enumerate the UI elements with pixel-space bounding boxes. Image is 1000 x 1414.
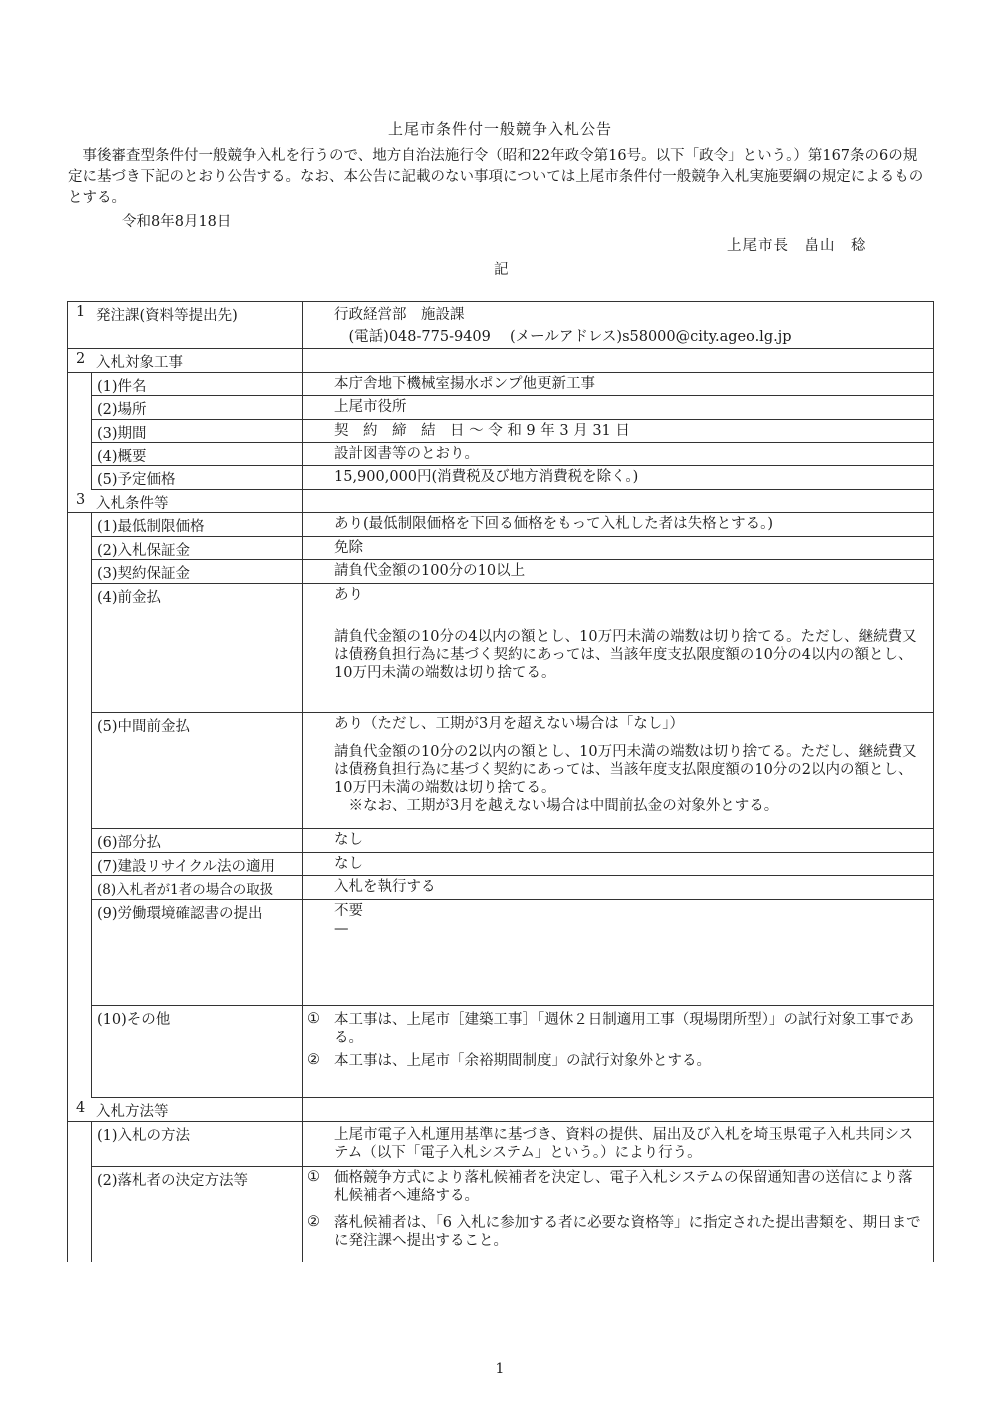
row-label: (9)労働環境確認書の提出 bbox=[97, 906, 263, 922]
partial-payment-value: なし bbox=[334, 832, 363, 848]
table-row bbox=[91, 466, 933, 490]
other-item-1: 本工事は、上尾市［建築工事］「週休２日制適用工事（現場閉所型）」の試行対象工事である。 bbox=[334, 1012, 914, 1046]
row-label: (1)最低制限価格 bbox=[97, 519, 205, 535]
section-label: 入札対象工事 bbox=[96, 355, 183, 371]
page-number: 1 bbox=[495, 1361, 505, 1377]
row-label: (4)概要 bbox=[97, 449, 147, 465]
section-label: 入札条件等 bbox=[96, 496, 169, 512]
row-label: (8)入札者が1者の場合の取扱 bbox=[97, 882, 274, 898]
contract-bond-value: 請負代金額の100分の10以上 bbox=[334, 563, 526, 579]
bid-method-value: 上尾市電子入札運用基準に基づき、資料の提供、届出及び入札を埼玉県電子入札共同システム（以下「電子入札システム」という。）により行う。 bbox=[334, 1127, 913, 1161]
table-row bbox=[91, 443, 933, 466]
row-label: (7)建設リサイクル法の適用 bbox=[97, 859, 276, 875]
section-2-row bbox=[68, 349, 933, 373]
recycling-law-value: なし bbox=[334, 856, 363, 872]
row-label: (5)予定価格 bbox=[97, 472, 176, 488]
row-label: (5)中間前金払 bbox=[97, 719, 191, 735]
row-label: (1)入札の方法 bbox=[97, 1128, 191, 1144]
interim-payment-note: ※なお、工期が3月を越えない場合は中間前払金の対象外とする。 bbox=[334, 798, 779, 814]
table-row bbox=[91, 900, 933, 1006]
item-marker: ② bbox=[307, 1214, 320, 1230]
table-row bbox=[91, 1167, 933, 1262]
award-item-2: 落札候補者は、「6 入札に参加する者に必要な資格等」に指定された提出書類を、期日までに発注課へ提出すること。 bbox=[334, 1215, 921, 1249]
section-number: 3 bbox=[76, 492, 86, 508]
advance-payment-value: あり bbox=[334, 587, 363, 603]
row-label: (6)部分払 bbox=[97, 835, 162, 851]
table-row bbox=[91, 420, 933, 443]
intro-paragraph: 事後審査型条件付一般競争入札を行うので、地方自治法施行令（昭和22年政令第16号。以下「政令」という。）第167条の6の規定に基づき下記のとおり公告する。なお、本公告に記載のない事項については上尾市条件付一般競争入札実施要綱の規定によるものとする。 bbox=[68, 148, 924, 206]
table-row bbox=[91, 537, 933, 560]
notice-title: 上尾市条件付一般競争入札公告 bbox=[387, 120, 612, 138]
notice-table bbox=[67, 301, 934, 1262]
table-row bbox=[91, 1006, 933, 1098]
table-row bbox=[91, 513, 933, 537]
award-item-1: 価格競争方式により落札候補者を決定し、電子入札システムの保留通知書の送信により落札候補者へ連絡する。 bbox=[334, 1170, 913, 1204]
section-number: 2 bbox=[76, 351, 86, 367]
interim-payment-detail: 請負代金額の10分の2以内の額とし、10万円未満の端数は切り捨てる。ただし、継続費又は債務負担行為に基づく契約にあっては、当該年度支払限度額の10分の2以内の額とし、10万円未満の端数は切り捨てる。 bbox=[334, 744, 917, 796]
single-bidder-value: 入札を執行する bbox=[334, 879, 436, 895]
notice-date: 令和8年8月18日 bbox=[122, 214, 232, 230]
mayor-signature: 上尾市長 畠山 稔 bbox=[727, 238, 867, 254]
row-label: (1)件名 bbox=[97, 379, 147, 395]
row-label: (10)その他 bbox=[97, 1012, 171, 1028]
ki-heading: 記 bbox=[494, 262, 509, 278]
row-label: (2)落札者の決定方法等 bbox=[97, 1173, 249, 1189]
project-location: 上尾市役所 bbox=[334, 399, 407, 415]
section-number: 4 bbox=[76, 1100, 86, 1116]
table-row bbox=[91, 584, 933, 713]
section-1-row bbox=[68, 302, 933, 349]
contact-info: (電話)048-775-9409 (メールアドレス)s58000@city.ageo.lg.jp bbox=[334, 329, 792, 345]
item-marker: ① bbox=[307, 1169, 320, 1185]
department-name: 行政経営部 施設課 bbox=[334, 307, 465, 323]
table-row bbox=[91, 713, 933, 829]
table-row bbox=[91, 396, 933, 420]
section-3-row bbox=[68, 490, 933, 513]
row-label: (2)場所 bbox=[97, 402, 147, 418]
section-number: 1 bbox=[76, 304, 86, 320]
item-marker: ① bbox=[307, 1011, 320, 1027]
table-row bbox=[91, 853, 933, 876]
row-label: (3)契約保証金 bbox=[97, 566, 191, 582]
table-row bbox=[91, 876, 933, 900]
other-item-2: 本工事は、上尾市「余裕期間制度」の試行対象外とする。 bbox=[334, 1053, 711, 1069]
table-row bbox=[91, 1122, 933, 1167]
estimated-price: 15,900,000円(消費税及び地方消費税を除く。) bbox=[334, 469, 639, 485]
table-row bbox=[91, 373, 933, 396]
row-label: (4)前金払 bbox=[97, 590, 162, 606]
row-label: (2)入札保証金 bbox=[97, 543, 191, 559]
project-period: 契 約 締 結 日 ～ 令 和 9 年 3 月 31 日 bbox=[334, 423, 630, 439]
labor-env-value: 不要 bbox=[334, 903, 363, 919]
advance-payment-detail: 請負代金額の10分の4以内の額とし、10万円未満の端数は切り捨てる。ただし、継続費又は債務負担行為に基づく契約にあっては、当該年度支払限度額の10分の4以内の額とし、10万円未満の端数は切り捨てる。 bbox=[334, 629, 917, 681]
bid-bond-value: 免除 bbox=[334, 540, 363, 556]
labor-env-dash: — bbox=[334, 921, 349, 937]
table-row bbox=[91, 560, 933, 584]
section-label: 入札方法等 bbox=[96, 1104, 169, 1120]
min-price-value: あり(最低制限価格を下回る価格をもって入札した者は失格とする。) bbox=[334, 516, 774, 532]
item-marker: ② bbox=[307, 1052, 320, 1068]
project-name: 本庁舎地下機械室揚水ポンプ他更新工事 bbox=[334, 376, 595, 392]
section-label: 発注課(資料等提出先) bbox=[96, 308, 238, 324]
row-label: (3)期間 bbox=[97, 426, 147, 442]
project-summary: 設計図書等のとおり。 bbox=[334, 446, 479, 462]
table-row bbox=[91, 829, 933, 853]
section-4-row bbox=[68, 1098, 933, 1122]
interim-payment-value: あり（ただし、工期が3月を超えない場合は「なし」） bbox=[334, 716, 684, 732]
